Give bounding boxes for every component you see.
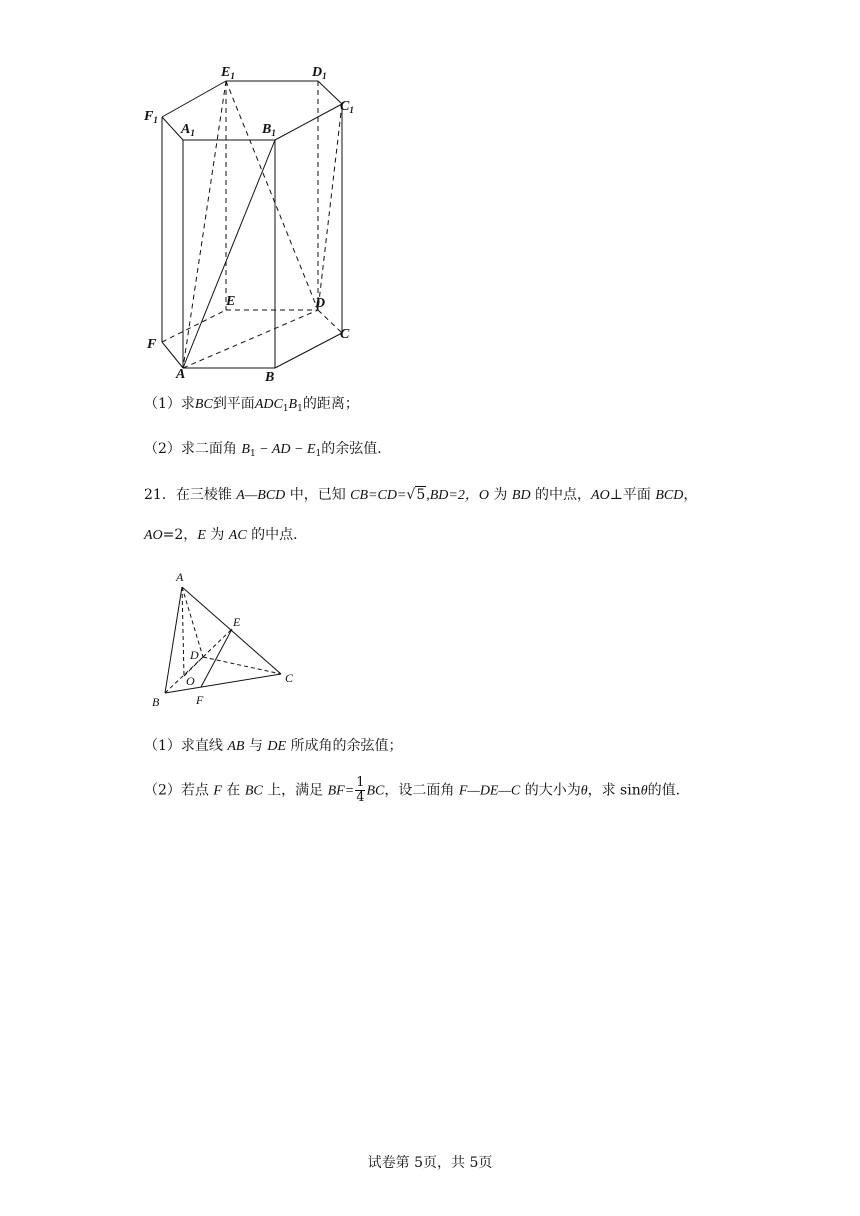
- label-A1: $A_1$: [181, 122, 195, 138]
- hexagonal-prism-figure: [140, 58, 370, 388]
- tlabel-E: E: [233, 615, 241, 629]
- tlabel-A: A: [176, 570, 184, 584]
- tlabel-B: B: [152, 695, 160, 709]
- label-D1: $D_1$: [312, 65, 327, 81]
- tetrahedron-figure: [145, 565, 305, 710]
- label-D: D: [315, 296, 326, 311]
- tlabel-F: F: [196, 693, 204, 707]
- problem20-part1: （1）求BC到平面$ADC_1B_1$的距离；: [144, 396, 359, 414]
- label-F1: $F_1$: [144, 109, 158, 125]
- problem21-part1: （1）求直线 AB 与 DE 所成角的余弦值；: [144, 738, 403, 754]
- tlabel-C: C: [285, 671, 294, 685]
- problem21-line2: AO=2，E 为 AC 的中点.: [144, 527, 298, 543]
- label-B1: $B_1$: [262, 122, 276, 138]
- tlabel-D: D: [190, 648, 199, 662]
- label-B: B: [265, 370, 275, 385]
- tlabel-O: O: [186, 674, 195, 688]
- fraction-one-quarter: $\frac{1}{4}$: [356, 775, 365, 805]
- problem21-part2: （2）若点 F 在 BC 上，满足 BF= $\frac{1}{4}$ BC，设二面角 F—DE—C 的大小为θ，求 sinθ的值.: [144, 775, 681, 805]
- label-F: F: [147, 337, 157, 352]
- label-A: A: [176, 367, 186, 382]
- sqrt-symbol: √5: [406, 487, 426, 503]
- problem21-line1: 21．在三棱锥 A—BCD 中，已知 CB=CD=√5,BD=2，O 为 BD 的中点，AO⊥平面 BCD，: [144, 487, 698, 503]
- label-E: E: [226, 294, 236, 309]
- problem20-part2: （2）求二面角 $B_1$ − AD − $E_1$的余弦值.: [144, 441, 382, 459]
- page-footer: 试卷第 5页，共 5页: [367, 1155, 493, 1171]
- label-E1: $E_1$: [221, 65, 235, 81]
- label-C1: $C_1$: [340, 99, 354, 115]
- label-C: C: [340, 327, 350, 342]
